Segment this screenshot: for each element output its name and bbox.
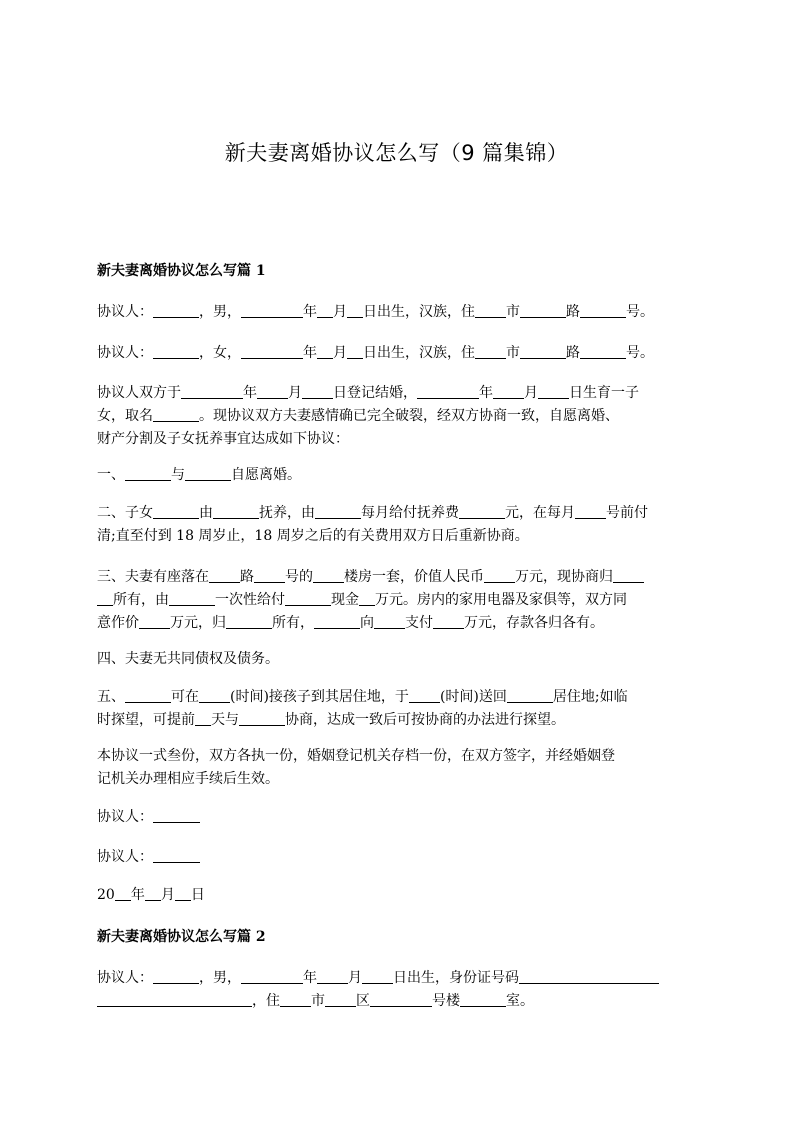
blank-field — [347, 302, 363, 318]
blank-field — [175, 885, 191, 901]
blank-field — [580, 343, 626, 359]
party1-paragraph: 协议人： ，男， 年 月 日出生，汉族，住 市 路 号。 — [97, 304, 654, 320]
blank-field — [314, 613, 360, 629]
blank-field — [125, 465, 171, 481]
blank-field — [459, 503, 505, 519]
blank-field — [213, 503, 259, 519]
blank-field — [325, 991, 356, 1007]
blank-field — [153, 807, 200, 823]
blank-field — [313, 567, 344, 583]
blank-field — [520, 302, 566, 318]
blank-field — [257, 383, 288, 399]
party2-paragraph: 协议人： ，女， 年 月 日出生，汉族，住 市 路 号。 — [97, 345, 654, 361]
blank-field — [97, 590, 113, 606]
blank-field — [195, 710, 211, 726]
blank-field — [241, 968, 303, 984]
blank-field — [241, 343, 303, 359]
blank-field — [519, 968, 659, 984]
intro-paragraph: 协议人双方于 年 月 日登记结婚， 年 月 日生育一子 女，取名 。现协议双方夫妻感情确已完全破裂，经双方协商一致，自愿离婚、 财产分割及子女抚养事宜达成如下协议： — [97, 385, 639, 447]
blank-field — [280, 991, 311, 1007]
blank-field — [302, 383, 333, 399]
item4-paragraph: 四、夫妻无共同债权及债务。 — [97, 651, 279, 667]
blank-field — [613, 567, 644, 583]
blank-field — [153, 968, 199, 984]
blank-field — [317, 343, 333, 359]
blank-field — [317, 968, 348, 984]
blank-field — [362, 968, 393, 984]
closing-paragraph: 本协议一式叁份，双方各执一份，婚姻登记机关存档一份，在双方签字，并经婚姻登 记机关办理相应手续后生效。 — [97, 748, 615, 787]
blank-field — [460, 991, 506, 1007]
blank-field — [409, 687, 440, 703]
signature-line-2: 协议人： — [97, 846, 707, 869]
date-line: 20 年 月 日 — [97, 887, 205, 903]
blank-field — [359, 590, 375, 606]
item2-paragraph: 二、子女 由 抚养，由 每月给付抚养费 元，在每月 号前付 清;直至付到 18 周岁止，18 周岁之后的有关费用双方日后重新协商。 — [97, 505, 648, 544]
blank-field — [185, 465, 231, 481]
item3-paragraph: 三、夫妻有座落在 路 号的 楼房一套，价值人民币 万元，现协商归 所有，由 一次性给付 现金 万元。房内的家用电器及家俱等，双方同 意作价 万元，归 所有， 向 支付 万元，存款各归各有。 — [97, 566, 707, 635]
blank-field — [370, 991, 432, 1007]
blank-field — [153, 847, 200, 863]
item5-paragraph: 五、 可在 (时间)接孩子到其居住地，于 (时间)送回 居住地;如临 时探望，可提前 天与 协商，达成一致后可按协商的办法进行探望。 — [97, 689, 628, 728]
blank-field — [507, 687, 553, 703]
item1-paragraph: 一、 与 自愿离婚。 — [97, 467, 301, 483]
blank-field — [254, 567, 285, 583]
blank-field — [580, 302, 626, 318]
section2-party1-paragraph: 协议人： ，男， 年 月 日出生，身份证号码 ，住 市 区 号楼 室。 — [97, 967, 707, 1013]
blank-field — [226, 613, 272, 629]
signature-line-1: 协议人： — [97, 806, 707, 829]
blank-field — [139, 613, 170, 629]
blank-field — [153, 503, 199, 519]
blank-field — [315, 503, 361, 519]
blank-field — [347, 343, 363, 359]
blank-field — [433, 613, 464, 629]
blank-field — [538, 383, 569, 399]
blank-field — [153, 302, 199, 318]
blank-field — [575, 503, 606, 519]
blank-field — [417, 383, 479, 399]
blank-field — [285, 590, 331, 606]
blank-field — [475, 343, 506, 359]
blank-field — [493, 383, 524, 399]
section-heading-1: 新夫妻离婚协议怎么写篇 1 — [97, 263, 266, 279]
blank-field — [209, 567, 240, 583]
blank-field — [199, 687, 230, 703]
blank-field — [241, 302, 303, 318]
document-title: 新夫妻离婚协议怎么写（9 篇集锦） — [224, 141, 569, 165]
blank-field — [181, 383, 243, 399]
blank-field — [125, 687, 171, 703]
blank-field — [153, 406, 199, 422]
blank-field — [475, 302, 506, 318]
blank-field — [115, 885, 131, 901]
blank-field — [317, 302, 333, 318]
blank-field — [484, 567, 515, 583]
section-heading-2: 新夫妻离婚协议怎么写篇 2 — [97, 929, 266, 945]
blank-field — [520, 343, 566, 359]
blank-field — [97, 991, 252, 1007]
blank-field — [153, 343, 199, 359]
blank-field — [374, 613, 405, 629]
blank-field — [239, 710, 285, 726]
blank-field — [145, 885, 161, 901]
blank-field — [169, 590, 215, 606]
